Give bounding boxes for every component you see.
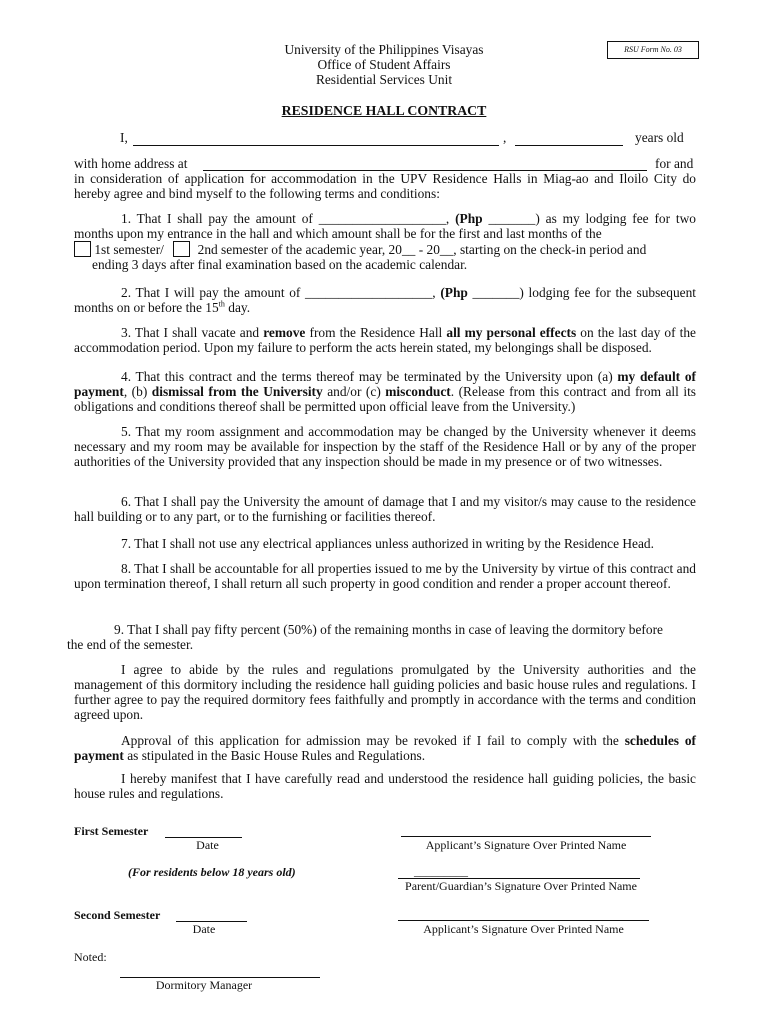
noted-label: Noted: [74, 950, 107, 964]
item-4-text-g: . (Release from this contract and from all its obligations and conditions thereof shall be permitted upon official leave from the University.) [74, 384, 696, 414]
item-4-text-a: 4. That this contract and the terms thereof may be terminated by the University upon (a) [121, 369, 613, 384]
applicant-signature-line-2 [398, 920, 649, 921]
item-3-text-e: on the last day of the accommodation period. Upon my failure to perform the acts herein stated, my belongings shall be disposed. [74, 325, 696, 355]
intro-comma: , [503, 130, 507, 145]
item-7: 7. That I shall not use any electrical appliances unless authorized in writing by the Residence Head. [121, 536, 654, 551]
item-2-php: (Php [440, 285, 468, 300]
item-2 [74, 285, 696, 315]
header-block [224, 42, 544, 87]
second-semester-label-sig: Second Semester [74, 908, 161, 922]
item-3-personal-effects: all my personal effects [446, 325, 577, 340]
approval-paragraph [74, 733, 696, 763]
item-9-line-2: the end of the semester. [67, 637, 194, 652]
approval-text-c: as stipulated in the Basic House Rules and Regulations. [127, 748, 426, 763]
for-and-label: for and [655, 156, 694, 171]
item-2-text-c: day. [228, 300, 251, 315]
second-semester-label: 2nd semester of the academic year, 20__ - 20__, starting on the check-in period and [197, 242, 647, 257]
office-name: Office of Student Affairs [317, 57, 451, 72]
first-semester-checkbox[interactable] [74, 241, 91, 257]
form-number-box: RSU Form No. 03 [607, 41, 699, 59]
item-3 [74, 325, 696, 355]
item-4-text-e: and/or (c) [327, 384, 381, 399]
item-1-php: (Php [455, 211, 483, 226]
university-name: University of the Philippines Visayas [284, 42, 484, 57]
document-title: RESIDENCE HALL CONTRACT [281, 103, 487, 118]
item-4-text-c: , (b) [123, 384, 148, 399]
dormitory-manager-label: Dormitory Manager [155, 978, 253, 992]
approval-text-a: Approval of this application for admission may be revoked if I fail to comply with the [121, 733, 619, 748]
item-1-ending: ending 3 days after final examination based on the academic calendar. [92, 257, 468, 272]
age-blank-line [515, 145, 623, 146]
intro-i-label: I, [120, 130, 128, 145]
guardian-blank: _________ [414, 864, 468, 878]
item-5: 5. That my room assignment and accommodation may be changed by the University whenever it deems necessary and my room may be available for inspection by the staff of the Residence Hall or by any of the proper authorities of the University provided that any inspection should be made in my presence or of two witnesses. [74, 424, 696, 469]
item-2-sup: th [218, 299, 225, 309]
item-2-text-b: _______) lodging fee for the subsequent months on or before the 15 [74, 285, 696, 315]
unit-name: Residential Services Unit [315, 72, 453, 87]
item-9-line-1: 9. That I shall pay fifty percent (50%) of the remaining months in case of leaving the dormitory before [114, 622, 663, 637]
item-3-text-a: 3. That I shall vacate and [121, 325, 260, 340]
item-4-misconduct: misconduct [385, 384, 451, 399]
approval-schedules: schedules of payment [74, 733, 696, 763]
item-1-text-b: _______) as my lodging fee for two months upon my entrance in the hall and which amount shall be for the first and last months of the [74, 211, 696, 241]
second-semester-checkbox[interactable] [173, 241, 190, 257]
applicant-signature-line-1 [401, 836, 651, 837]
item-3-remove: remove [263, 325, 306, 340]
manifest-paragraph: I hereby manifest that I have carefully read and understood the residence hall guiding policies, the basic house rules and regulations. [74, 771, 696, 801]
applicant-signature-label-1: Applicant’s Signature Over Printed Name [425, 838, 627, 852]
below-18-note: (For residents below 18 years old) [128, 865, 296, 879]
item-6: 6. That I shall pay the University the amount of damage that I and my visitor/s may cause to the residence hall building or to any part, or to the furnishing or facilities thereof. [74, 494, 696, 524]
intro-consideration: in consideration of application for accommodation in the UPV Residence Halls in Miag-ao and Iloilo City do hereby agree and bind myself to the following terms and conditions: [74, 171, 696, 201]
years-old-label: years old [635, 130, 684, 145]
item-4-dismissal: dismissal from the University [151, 384, 323, 399]
agree-paragraph: I agree to abide by the rules and regulations promulgated by the University authorities and the management of this dormitory including the residence hall guiding policies and basic house rules and regulations. I further agree to pay the required dormitory fees faithfully and promptly in accordance with the terms and condition agreed upon. [74, 662, 696, 722]
applicant-signature-label-2: Applicant’s Signature Over Printed Name [423, 922, 624, 936]
item-8: 8. That I shall be accountable for all properties issued to me by the University by virtue of this contract and upon termination thereof, I shall return all such property in good condition and render a proper account thereof. [74, 561, 696, 591]
item-1 [74, 211, 696, 241]
home-address-label: with home address at [74, 156, 188, 171]
name-blank-line [133, 145, 499, 146]
second-semester-date-label: Date [192, 922, 216, 936]
first-semester-date-label: Date [196, 838, 219, 852]
item-3-text-c: from the Residence Hall [309, 325, 443, 340]
item-2-text-a: 2. That I will pay the amount of ___________________, [121, 285, 436, 300]
first-semester-label: 1st semester/ [94, 242, 164, 257]
item-4 [74, 369, 696, 414]
guardian-signature-label: Parent/Guardian’s Signature Over Printed Name [405, 879, 637, 893]
item-1-text-a: 1. That I shall pay the amount of ___________________, [121, 211, 450, 226]
first-semester-label-sig: First Semester [74, 824, 149, 838]
semester-options [74, 241, 704, 257]
item-4-default-payment: my default of payment [74, 369, 696, 399]
